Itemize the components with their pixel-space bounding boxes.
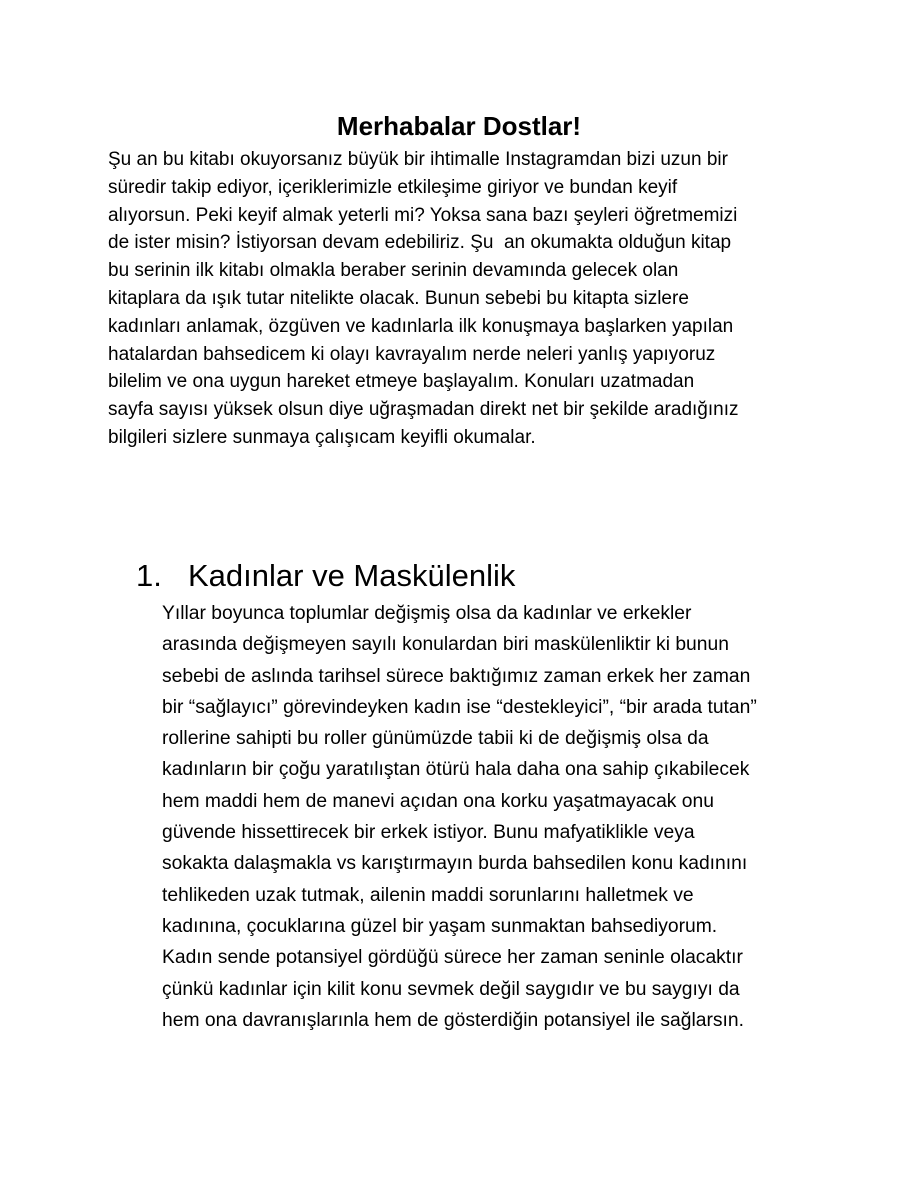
section-line: Yıllar boyunca toplumlar değişmiş olsa da kadınlar ve erkekler	[162, 603, 692, 624]
intro-line: hatalardan bahsedicem ki olayı kavrayalım nerde neleri yanlış yapıyoruz	[108, 343, 716, 365]
section-title: Kadınlar ve Maskülenlik	[188, 558, 516, 593]
intro-line: sayfa sayısı yüksek olsun diye uğraşmadan direkt net bir şekilde aradığınız	[108, 399, 739, 421]
intro-line: bilelim ve ona uygun hareket etmeye başlayalım. Konuları uzatmadan	[108, 371, 695, 393]
section-line: tehlikeden uzak tutmak, ailenin maddi sorunlarını halletmek ve	[162, 884, 694, 906]
section-line: arasında değişmeyen sayılı konulardan biri maskülenliktir ki bunun	[162, 634, 729, 656]
intro-line: de ister misin? İstiyorsan devam edebiliriz. Şu an okumakta olduğun kitap	[108, 232, 732, 254]
section-line: kadınına, çocuklarına güzel bir yaşam sunmaktan bahsediyorum.	[162, 915, 718, 937]
intro-line: kadınları anlamak, özgüven ve kadınlarla ilk konuşmaya başlarken yapılan	[108, 315, 734, 337]
section-line: bir “sağlayıcı” görevindeyken kadın ise “destekleyici”, “bir arada tutan”	[162, 696, 757, 718]
intro-line: Şu an bu kitabı okuyorsanız büyük bir ihtimalle Instagramdan bizi uzun bir	[108, 149, 728, 170]
section-1	[136, 554, 836, 1031]
section-line: sebebi de aslında tarihsel sürece baktığımız zaman erkek her zaman	[162, 665, 751, 687]
section-line: çünkü kadınlar için kilit konu sevmek değil saygıdır ve bu saygıyı da	[162, 978, 740, 1000]
section-heading	[136, 554, 836, 598]
page-title: Merhabalar Dostlar!	[336, 111, 582, 141]
section-line: hem maddi hem de manevi açıdan ona korku yaşatmayacak onu	[162, 790, 714, 812]
section-line: hem ona davranışlarınla hem de gösterdiğin potansiyel ile sağlarsın.	[162, 1009, 744, 1031]
section-line: Kadın sende potansiyel gördüğü sürece her zaman seninle olacaktır	[162, 947, 743, 969]
section-line: güvende hissettirecek bir erkek istiyor. Bunu mafyatiklikle veya	[162, 822, 695, 844]
intro-line: kitaplara da ışık tutar nitelikte olacak. Bunun sebebi bu kitapta sizlere	[108, 287, 689, 309]
section-number: 1.	[136, 558, 162, 593]
section-line: kadınların bir çoğu yaratılıştan ötürü hala daha ona sahip çıkabilecek	[162, 759, 750, 781]
intro-line: süredir takip ediyor, içeriklerimizle etkileşime giriyor ve bundan keyif	[108, 176, 678, 198]
intro-paragraph	[108, 146, 828, 452]
intro-line: alıyorsun. Peki keyif almak yeterli mi? Yoksa sana bazı şeyleri öğretmemizi	[108, 204, 738, 226]
section-paragraph	[162, 598, 842, 1036]
intro-line: bilgileri sizlere sunmaya çalışıcam keyifli okumalar.	[108, 426, 536, 448]
intro-line: bu serinin ilk kitabı olmakla beraber serinin devamında gelecek olan	[108, 260, 679, 282]
section-line: rollerine sahipti bu roller günümüzde tabii ki de değişmiş olsa da	[162, 728, 709, 750]
section-line: sokakta dalaşmakla vs karıştırmayın burda bahsedilen konu kadınını	[162, 853, 748, 875]
